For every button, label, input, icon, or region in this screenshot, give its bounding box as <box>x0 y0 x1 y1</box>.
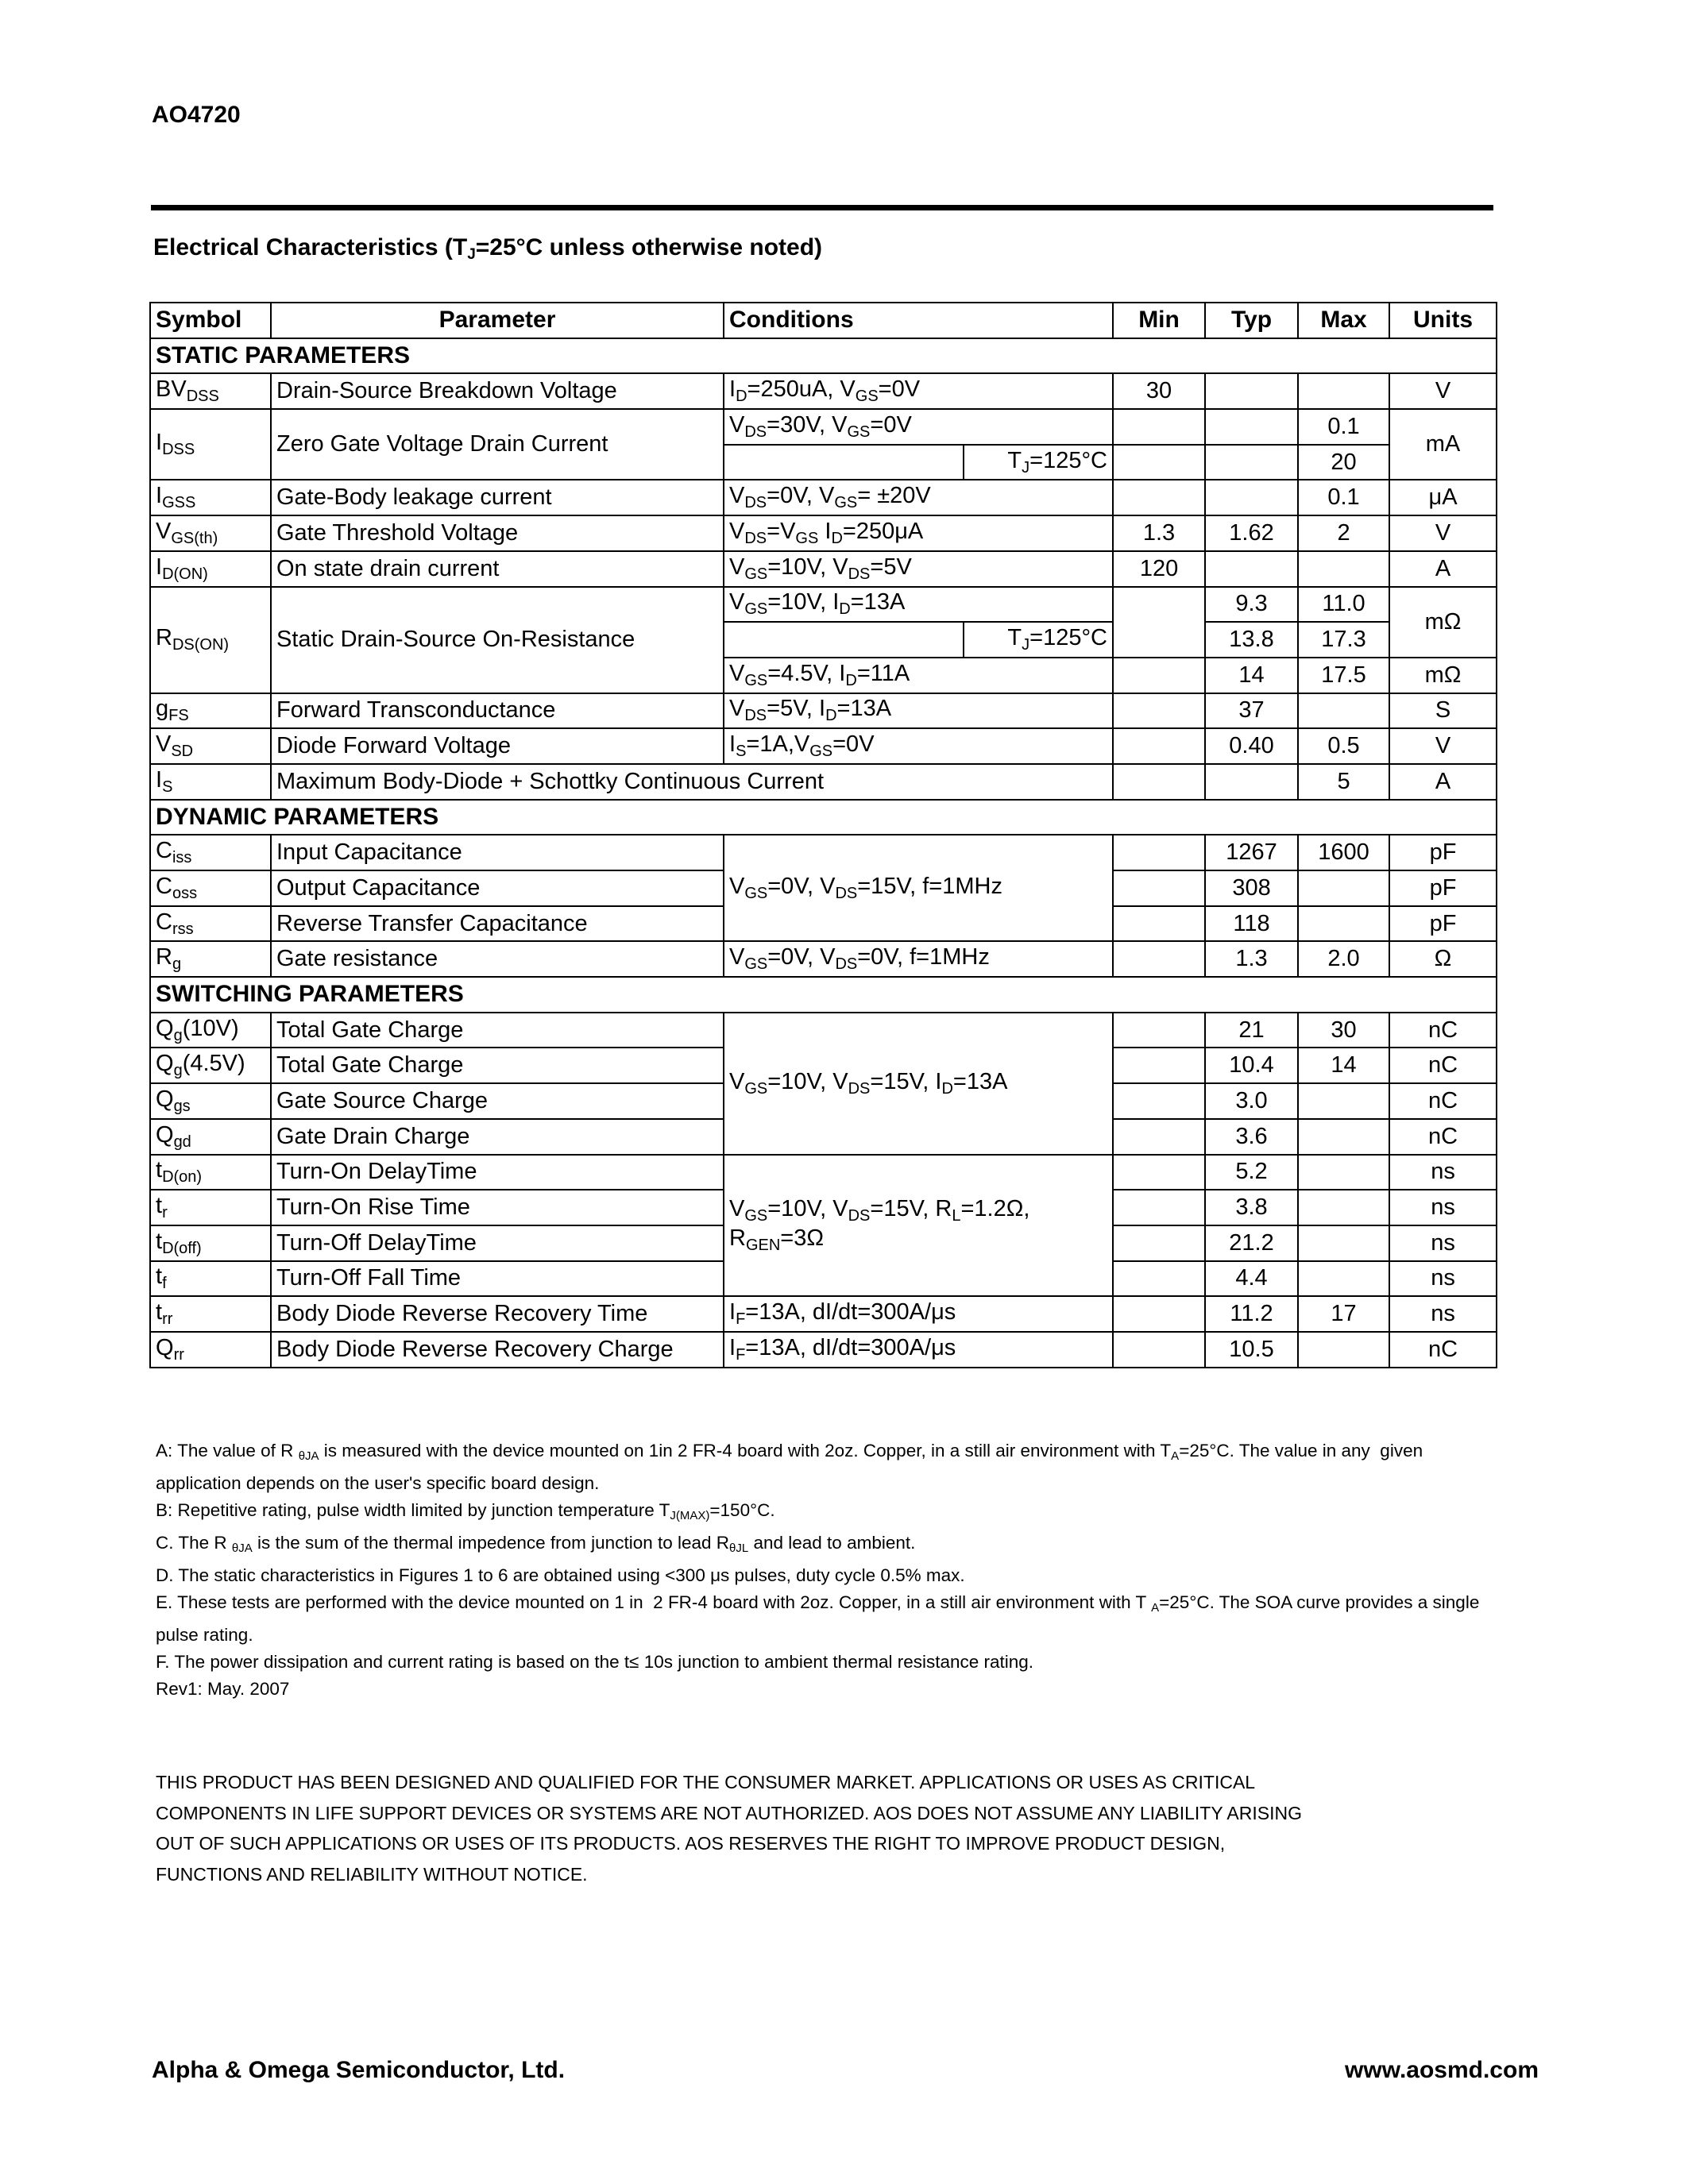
parameter-cell: Gate Threshold Voltage <box>271 515 724 551</box>
footnotes <box>156 1437 1506 1703</box>
condition-cell: $V_{GS}=10V$, $V_{DS}=5V$ <box>724 551 1113 587</box>
max-cell: 17.5 <box>1298 658 1389 693</box>
symbol-cell: $Q_{rr}$ <box>150 1332 271 1368</box>
symbol-cell: $Q_{gd}$ <box>150 1119 271 1155</box>
parameter-cell: Reverse Transfer Capacitance <box>271 906 724 942</box>
table-row <box>150 835 1497 870</box>
section-row <box>150 800 1497 835</box>
symbol-cell: $I_{D(ON)}$ <box>150 551 271 587</box>
parameter-cell: Static Drain-Source On-Resistance <box>271 587 724 693</box>
table-row <box>150 373 1497 409</box>
unit-cell: V <box>1389 373 1497 409</box>
parameter-cell: Zero Gate Voltage Drain Current <box>271 409 724 480</box>
max-cell <box>1298 1225 1389 1261</box>
unit-cell: S <box>1389 693 1497 729</box>
condition-tj-cell: $T_J=125^\circ C$ <box>964 622 1113 658</box>
typ-cell <box>1205 764 1298 800</box>
company-name: Alpha & Omega Semiconductor, Ltd. <box>152 2057 566 2083</box>
section-title: Electrical Characteristics ($T_J=25^\circ C$ unless otherwise noted) <box>153 234 823 263</box>
min-cell <box>1113 728 1205 764</box>
parameter-cell: Gate-Body leakage current <box>271 480 724 515</box>
header-units: Units <box>1389 303 1497 338</box>
max-cell <box>1298 1083 1389 1119</box>
condition-blank-cell <box>724 445 964 480</box>
unit-cell: V <box>1389 728 1497 764</box>
min-cell <box>1113 1013 1205 1048</box>
min-cell <box>1113 1083 1205 1119</box>
note-f: F. The power dissipation and current rating is based on the t≤ 10s junction to ambient thermal resistance rating. <box>156 1652 1034 1672</box>
symbol-cell: $I_{GSS}$ <box>150 480 271 515</box>
section-dynamic: DYNAMIC PARAMETERS <box>150 800 1497 835</box>
parameter-cell: Gate Drain Charge <box>271 1119 724 1155</box>
symbol-cell: $I_S$ <box>150 764 271 800</box>
parameter-cell: Turn-On DelayTime <box>271 1155 724 1190</box>
min-cell <box>1113 1048 1205 1083</box>
table-row <box>150 728 1497 764</box>
unit-cell: mΩ <box>1389 658 1497 693</box>
min-cell: 120 <box>1113 551 1205 587</box>
typ-cell <box>1205 551 1298 587</box>
symbol-cell: $t_{rr}$ <box>150 1296 271 1332</box>
max-cell: 2.0 <box>1298 941 1389 977</box>
symbol-cell: $t_f$ <box>150 1261 271 1297</box>
table-row <box>150 941 1497 977</box>
table-row <box>150 551 1497 587</box>
parameter-cell: Input Capacitance <box>271 835 724 870</box>
min-cell <box>1113 835 1205 870</box>
symbol-cell: $I_{DSS}$ <box>150 409 271 480</box>
condition-cell: $V_{GS}=10V$, $V_{DS}=15V$, $I_D=13A$ <box>724 1013 1113 1155</box>
symbol-cell: $C_{iss}$ <box>150 835 271 870</box>
note-c: C. The R $_{\theta JA}$ is the sum of the thermal impedence from junction to lead $R_{\theta JL}$ and lead to ambient. <box>156 1533 916 1555</box>
typ-cell: 21 <box>1205 1013 1298 1048</box>
unit-cell: nC <box>1389 1048 1497 1083</box>
unit-cell: ns <box>1389 1190 1497 1225</box>
unit-cell: mΩ <box>1389 587 1497 658</box>
min-cell <box>1113 870 1205 906</box>
max-cell <box>1298 1261 1389 1297</box>
condition-cell: $V_{GS}=0V$, $V_{DS}=0V$, f=1MHz <box>724 941 1113 977</box>
unit-cell: pF <box>1389 835 1497 870</box>
table-row <box>150 1296 1497 1332</box>
min-cell <box>1113 587 1205 658</box>
unit-cell: ns <box>1389 1296 1497 1332</box>
min-cell <box>1113 445 1205 480</box>
max-cell <box>1298 551 1389 587</box>
typ-cell <box>1205 445 1298 480</box>
unit-cell: μA <box>1389 480 1497 515</box>
symbol-cell: $V_{GS(th)}$ <box>150 515 271 551</box>
max-cell: 20 <box>1298 445 1389 480</box>
condition-cell: $V_{DS}=V_{GS}$ $I_D=250\mu A$ <box>724 515 1113 551</box>
max-cell <box>1298 906 1389 942</box>
table-row <box>150 515 1497 551</box>
parameter-cell: Diode Forward Voltage <box>271 728 724 764</box>
parameter-cell: Output Capacitance <box>271 870 724 906</box>
max-cell: 1600 <box>1298 835 1389 870</box>
max-cell <box>1298 1332 1389 1368</box>
table-header-row <box>150 303 1497 338</box>
max-cell: 0.1 <box>1298 480 1389 515</box>
condition-cell: $V_{GS}=4.5V$, $I_D=11A$ <box>724 658 1113 693</box>
parameter-cell: Maximum Body-Diode + Schottky Continuous Current <box>271 764 1113 800</box>
symbol-cell: $t_r$ <box>150 1190 271 1225</box>
unit-cell: pF <box>1389 870 1497 906</box>
symbol-cell: $Q_g(4.5V)$ <box>150 1048 271 1083</box>
symbol-cell: $g_{FS}$ <box>150 693 271 729</box>
typ-cell: 21.2 <box>1205 1225 1298 1261</box>
max-cell <box>1298 693 1389 729</box>
min-cell <box>1113 1119 1205 1155</box>
symbol-cell: $V_{SD}$ <box>150 728 271 764</box>
max-cell <box>1298 1190 1389 1225</box>
table-row <box>150 693 1497 729</box>
min-cell <box>1113 1296 1205 1332</box>
condition-cell: $V_{GS}=10V$, $V_{DS}=15V$, $R_L=1.2\Omega$, $R_{GEN}=3\Omega$ <box>724 1155 1113 1297</box>
min-cell <box>1113 1225 1205 1261</box>
typ-cell: 9.3 <box>1205 587 1298 623</box>
section-static: STATIC PARAMETERS <box>150 338 1497 374</box>
typ-cell <box>1205 373 1298 409</box>
typ-cell: 13.8 <box>1205 622 1298 658</box>
min-cell <box>1113 1332 1205 1368</box>
min-cell <box>1113 1261 1205 1297</box>
typ-cell: 1267 <box>1205 835 1298 870</box>
unit-cell: A <box>1389 551 1497 587</box>
max-cell: 2 <box>1298 515 1389 551</box>
min-cell <box>1113 906 1205 942</box>
condition-cell: $I_S=1A,V_{GS}=0V$ <box>724 728 1113 764</box>
typ-cell: 1.62 <box>1205 515 1298 551</box>
symbol-cell: $Q_g(10V)$ <box>150 1013 271 1048</box>
condition-cell: $V_{DS}=30V$, $V_{GS}=0V$ <box>724 409 1113 445</box>
typ-cell: 11.2 <box>1205 1296 1298 1332</box>
unit-cell: ns <box>1389 1225 1497 1261</box>
disclaimer-line: COMPONENTS IN LIFE SUPPORT DEVICES OR SYSTEMS ARE NOT AUTHORIZED. AOS DOES NOT ASSUME ANY LIABILITY ARISING <box>156 1802 1302 1823</box>
condition-cell: $V_{DS}=5V$, $I_D=13A$ <box>724 693 1113 729</box>
parameter-cell: On state drain current <box>271 551 724 587</box>
parameter-cell: Gate resistance <box>271 941 724 977</box>
parameter-cell: Turn-On Rise Time <box>271 1190 724 1225</box>
typ-cell: 4.4 <box>1205 1261 1298 1297</box>
max-cell <box>1298 1119 1389 1155</box>
condition-cell: $I_F=13A$, dI/dt=300A/μs <box>724 1296 1113 1332</box>
symbol-cell: $R_{DS(ON)}$ <box>150 587 271 693</box>
section-row <box>150 977 1497 1013</box>
unit-cell: Ω <box>1389 941 1497 977</box>
unit-cell: ns <box>1389 1155 1497 1190</box>
typ-cell <box>1205 409 1298 445</box>
symbol-cell: $Q_{gs}$ <box>150 1083 271 1119</box>
unit-cell: nC <box>1389 1332 1497 1368</box>
header-max: Max <box>1298 303 1389 338</box>
note-d: D. The static characteristics in Figures 1 to 6 are obtained using <300 μs pulses, duty cycle 0.5% max. <box>156 1565 965 1585</box>
disclaimer-line: THIS PRODUCT HAS BEEN DESIGNED AND QUALIFIED FOR THE CONSUMER MARKET. APPLICATIONS OR USES AS CRITICAL <box>156 1772 1256 1792</box>
unit-cell: mA <box>1389 409 1497 480</box>
unit-cell: ns <box>1389 1261 1497 1297</box>
symbol-cell: $t_{D(off)}$ <box>150 1225 271 1261</box>
condition-blank-cell <box>724 622 964 658</box>
section-switching: SWITCHING PARAMETERS <box>150 977 1497 1013</box>
typ-cell: 10.4 <box>1205 1048 1298 1083</box>
header-parameter: Parameter <box>271 303 724 338</box>
max-cell: 0.5 <box>1298 728 1389 764</box>
unit-cell: nC <box>1389 1119 1497 1155</box>
max-cell <box>1298 870 1389 906</box>
parameter-cell: Drain-Source Breakdown Voltage <box>271 373 724 409</box>
unit-cell: V <box>1389 515 1497 551</box>
table-row <box>150 1332 1497 1368</box>
unit-cell: nC <box>1389 1083 1497 1119</box>
min-cell <box>1113 693 1205 729</box>
condition-cell: $I_F=13A$, dI/dt=300A/μs <box>724 1332 1113 1368</box>
condition-cell: $V_{DS}=0V$, $V_{GS}= \pm 20V$ <box>724 480 1113 515</box>
typ-cell: 308 <box>1205 870 1298 906</box>
symbol-cell: $BV_{DSS}$ <box>150 373 271 409</box>
typ-cell <box>1205 480 1298 515</box>
disclaimer <box>156 1767 1506 1889</box>
table-row <box>150 764 1497 800</box>
symbol-cell: $R_g$ <box>150 941 271 977</box>
header-rule <box>151 205 1493 210</box>
table-row <box>150 587 1497 623</box>
note-b: B: Repetitive rating, pulse width limited by junction temperature $T_{J(MAX)}=150^\circ C$. <box>156 1500 775 1522</box>
electrical-characteristics-table <box>149 302 1497 1368</box>
min-cell <box>1113 480 1205 515</box>
website-link[interactable]: www.aosmd.com <box>1345 2057 1539 2083</box>
part-number: AO4720 <box>152 102 241 128</box>
condition-cell: $V_{GS}=10V$, $I_D=13A$ <box>724 587 1113 623</box>
min-cell: 30 <box>1113 373 1205 409</box>
min-cell <box>1113 1190 1205 1225</box>
condition-cell: $V_{GS}=0V$, $V_{DS}=15V$, f=1MHz <box>724 835 1113 941</box>
header-min: Min <box>1113 303 1205 338</box>
min-cell <box>1113 764 1205 800</box>
min-cell <box>1113 941 1205 977</box>
min-cell <box>1113 658 1205 693</box>
max-cell <box>1298 373 1389 409</box>
condition-cell: $I_D=250uA$, $V_{GS}=0V$ <box>724 373 1113 409</box>
parameter-cell: Total Gate Charge <box>271 1013 724 1048</box>
header-typ: Typ <box>1205 303 1298 338</box>
note-e: E. These tests are performed with the device mounted on 1 in 2 FR-4 board with 2oz. Copper, in a still air environment with T $_A$=25°C. The SOA curve provides a single pulse rating. <box>156 1592 1480 1645</box>
typ-cell: 1.3 <box>1205 941 1298 977</box>
max-cell <box>1298 1155 1389 1190</box>
parameter-cell: Forward Transconductance <box>271 693 724 729</box>
condition-tj-cell: $T_J=125^\circ C$ <box>964 445 1113 480</box>
typ-cell: 10.5 <box>1205 1332 1298 1368</box>
typ-cell: 3.6 <box>1205 1119 1298 1155</box>
typ-cell: 37 <box>1205 693 1298 729</box>
typ-cell: 3.8 <box>1205 1190 1298 1225</box>
unit-cell: nC <box>1389 1013 1497 1048</box>
unit-cell: pF <box>1389 906 1497 942</box>
disclaimer-line: OUT OF SUCH APPLICATIONS OR USES OF ITS PRODUCTS. AOS RESERVES THE RIGHT TO IMPROVE PRODUCT DESIGN, <box>156 1833 1226 1854</box>
symbol-cell: $C_{oss}$ <box>150 870 271 906</box>
parameter-cell: Total Gate Charge <box>271 1048 724 1083</box>
max-cell: 17.3 <box>1298 622 1389 658</box>
max-cell: 17 <box>1298 1296 1389 1332</box>
typ-cell: 0.40 <box>1205 728 1298 764</box>
max-cell: 11.0 <box>1298 587 1389 623</box>
table-row <box>150 1155 1497 1190</box>
typ-cell: 14 <box>1205 658 1298 693</box>
table-row <box>150 480 1497 515</box>
parameter-cell: Gate Source Charge <box>271 1083 724 1119</box>
typ-cell: 5.2 <box>1205 1155 1298 1190</box>
header-conditions: Conditions <box>724 303 1113 338</box>
unit-cell: A <box>1389 764 1497 800</box>
max-cell: 14 <box>1298 1048 1389 1083</box>
section-row <box>150 338 1497 374</box>
revision: Rev1: May. 2007 <box>156 1679 290 1699</box>
table-row <box>150 1013 1497 1048</box>
max-cell: 5 <box>1298 764 1389 800</box>
header-symbol: Symbol <box>150 303 271 338</box>
table-row <box>150 409 1497 445</box>
max-cell: 30 <box>1298 1013 1389 1048</box>
min-cell <box>1113 1155 1205 1190</box>
parameter-cell: Turn-Off DelayTime <box>271 1225 724 1261</box>
parameter-cell: Turn-Off Fall Time <box>271 1261 724 1297</box>
note-a: A: The value of R $_{\theta JA}$ is measured with the device mounted on 1in 2 FR-4 board with 2oz. Copper, in a still air environment with $T_A=25^\circ C$. The value in any given application depends on the user's specific board design. <box>156 1441 1423 1493</box>
parameter-cell: Body Diode Reverse Recovery Time <box>271 1296 724 1332</box>
typ-cell: 3.0 <box>1205 1083 1298 1119</box>
typ-cell: 118 <box>1205 906 1298 942</box>
min-cell: 1.3 <box>1113 515 1205 551</box>
parameter-cell: Body Diode Reverse Recovery Charge <box>271 1332 724 1368</box>
disclaimer-line: FUNCTIONS AND RELIABILITY WITHOUT NOTICE. <box>156 1863 588 1885</box>
max-cell: 0.1 <box>1298 409 1389 445</box>
symbol-cell: $t_{D(on)}$ <box>150 1155 271 1190</box>
min-cell <box>1113 409 1205 445</box>
symbol-cell: $C_{rss}$ <box>150 906 271 942</box>
